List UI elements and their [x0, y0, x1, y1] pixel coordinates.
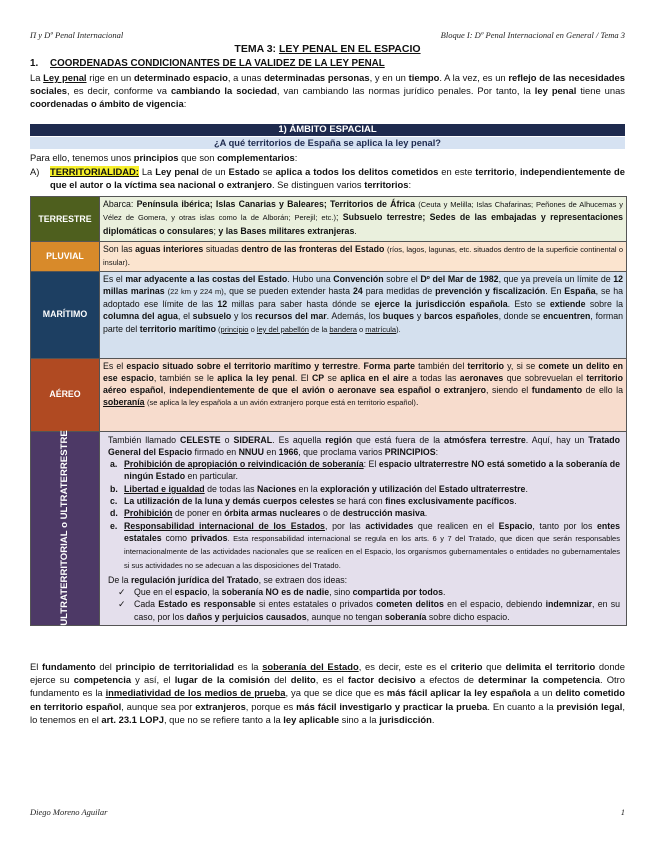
label-aereo: AÉREO [31, 358, 100, 431]
content-ultraterritorial [100, 431, 627, 625]
list-item: ✓ Que en el espacio, la soberanía NO es de nadie, sino compartida por todos. [118, 587, 446, 598]
check-icon: ✓ [118, 587, 126, 598]
closing-paragraph: El fundamento del principio de territorialidad es la soberanía del Estado, es decir, este es el criterio que delimita el territorio donde ejerce su competencia y así, el lugar de la comisión del delito, es el factor decisivo a efectos de determinar la competencia. Otro fundamento es la inmediatividad de los medios de prueba, ya que se dice que es más fácil aplicar la ley española a un delito cometido en territorio español, aunque sea por extranjeros, porque es más fácil investigarlo y practicar la prueba. En cuanto a la previsión legal, lo tenemos en el art. 23.1 LOPJ, que no se refiere tanto a la ley aplicable sino a la jurisdicción. [30, 661, 625, 725]
check-icon: ✓ [118, 599, 126, 610]
list-item: b. Libertad e igualdad de todas las Naciones en la exploración y utilización del Estado ultraterrestre. [110, 483, 528, 494]
principios-paragraph: Para ello, tenemos unos principios que son complementarios: [30, 152, 298, 163]
content-terrestre: Abarca: Península ibérica; Islas Canarias y Baleares; Territorios de África (Ceuta y Melilla; Islas Chafarinas; Peñones de Alhucemas y Vélez de Gomera, y otras islas como la de Alborán; Perejil; etc.); Subsuelo terrestre; Sedes de las embajadas y representaciones diplomáticas o consulares; y las Bases militares extranjeras. [100, 197, 627, 242]
footer-author: Diego Moreno Aguilar [30, 807, 108, 817]
list-item: c. La utilización de la luna y demás cuerpos celestes se hará con fines exclusivamente pacíficos. [110, 496, 517, 507]
section-question: ¿A qué territorios de España se aplica la ley penal? [30, 137, 625, 149]
section-heading: 1. COORDENADAS CONDICIONANTES DE LA VALIDEZ DE LA LEY PENAL [30, 58, 385, 69]
content-maritimo: Es el mar adyacente a las costas del Estado. Hubo una Convención sobre el Dº del Mar de 1982, que ya preveía un límite de 12 millas marinas (22 km y 224 m), que se pueden extender hasta 24 para medidas de prevención y fiscalización. En España, se ha adoptado ese límite de las 12 millas para saber hasta dónde se ejerce la jurisdicción española. Esto se extiende sobre la columna del agua, el subsuelo y los recursos del mar. Además, los buques y barcos españoles, donde se encuentren, forman parte del territorio marítimo (principio o ley del pabellón de la bandera o matrícula). [100, 271, 627, 358]
content-aereo: Es el espacio situado sobre el territorio marítimo y terrestre. Forma parte también del territorio y, si se comete un delito en ese espacio, también se le aplica la ley penal. El CP se aplica en el aire a todas las aeronaves que sobrevuelan el territorio aéreo español, independientemente de que el avión o aeronave sea español o extranjero, siendo el fundamento de ello la soberanía (se aplica la ley española a un avión extranjero porque está en territorio español). [100, 358, 627, 431]
label-terrestre: TERRESTRE [31, 197, 100, 242]
label-maritimo: MARÍTIMO [31, 271, 100, 358]
page-number: 1 [620, 807, 625, 817]
row-terrestre [31, 197, 627, 242]
header-left: Π y Dº Penal Internacional [30, 30, 124, 40]
row-aereo [31, 358, 627, 431]
territorialidad-label: TERRITORIALIDAD: [50, 166, 139, 177]
title-main: LEY PENAL EN EL ESPACIO [278, 43, 421, 55]
ideas-list [106, 586, 620, 623]
header-right: Bloque I: Dº Penal Internacional en General / Tema 3 [440, 30, 625, 40]
row-pluvial [31, 242, 627, 272]
territorialidad-paragraph: A) TERRITORIALIDAD: La Ley penal de un Estado se aplica a todos los delitos cometidos en este territorio, independientemente de que el autor o la víctima sea nacional o extranjero. Se distinguen varios territorios: [30, 166, 625, 191]
page-title: TEMA 3: LEY PENAL EN EL ESPACIO [234, 43, 421, 55]
row-maritimo [31, 271, 627, 358]
section-band-ambito: 1) ÁMBITO ESPACIAL [30, 124, 625, 136]
content-pluvial: Son las aguas interiores situadas dentro de las fronteras del Estado (ríos, lagos, lagunas, etc. situados dentro de la superficie continental o insular). [100, 242, 627, 272]
list-item: d. Prohibición de poner en órbita armas nucleares o de destrucción masiva. [110, 508, 428, 519]
ultra-ideas-intro: De la regulación jurídica del Tratado, se extraen dos ideas: [108, 574, 348, 585]
ultra-intro: También llamado CELESTE o SIDERAL. Es aquella región que está fuera de la atmósfera terrestre. Aquí, hay un Tratado General del Espacio firmado en NNUU en 1966, que proclama varios PRINCIPIOS: [108, 434, 621, 457]
list-item: a. Prohibición de apropiación o reivindicación de soberanía: El espacio ultraterrestre NO está sometido a la soberanía de ningún Estado en particular. [110, 459, 621, 482]
intro-paragraph: La Ley penal rige en un determinado espacio, a unas determinadas personas, y en un tiempo. A la vez, es un reflejo de las necesidades sociales, es decir, conforme va cambiando la sociedad, van cambiando las normas jurídico penales. Por tanto, la ley penal tiene unas coordenadas o ámbito de vigencia: [30, 72, 625, 110]
principles-list [106, 458, 620, 572]
list-item: ✓ Cada Estado es responsable si entes estatales o privados cometen delitos en el espacio, debiendo indemnizar, en su caso, por los daños y perjuicios causados, aunque no tengan soberanía sobre dicho espacio. [118, 599, 620, 622]
label-pluvial: PLUVIAL [31, 242, 100, 272]
list-item: e. Responsabilidad internacional de los Estados, por las actividades que realicen en el Espacio, tanto por los entes estatales como privados. Esta responsabilidad internacional se regula en los arts. 6 y 7 del Tratado, que dicen que serán responsables internacionalmente de las actividades nacionales que se realicen en el Espacio, los organismos gubernamentales o entidades no gubernamentales si sus actividades no se adecuan a las disposiciones del Tratado. [110, 520, 620, 570]
territories-table [30, 196, 627, 626]
label-ultraterritorial: ULTRATERRITORIAL o ULTRATERRESTRE [31, 431, 100, 625]
row-ultraterritorial [31, 431, 627, 625]
